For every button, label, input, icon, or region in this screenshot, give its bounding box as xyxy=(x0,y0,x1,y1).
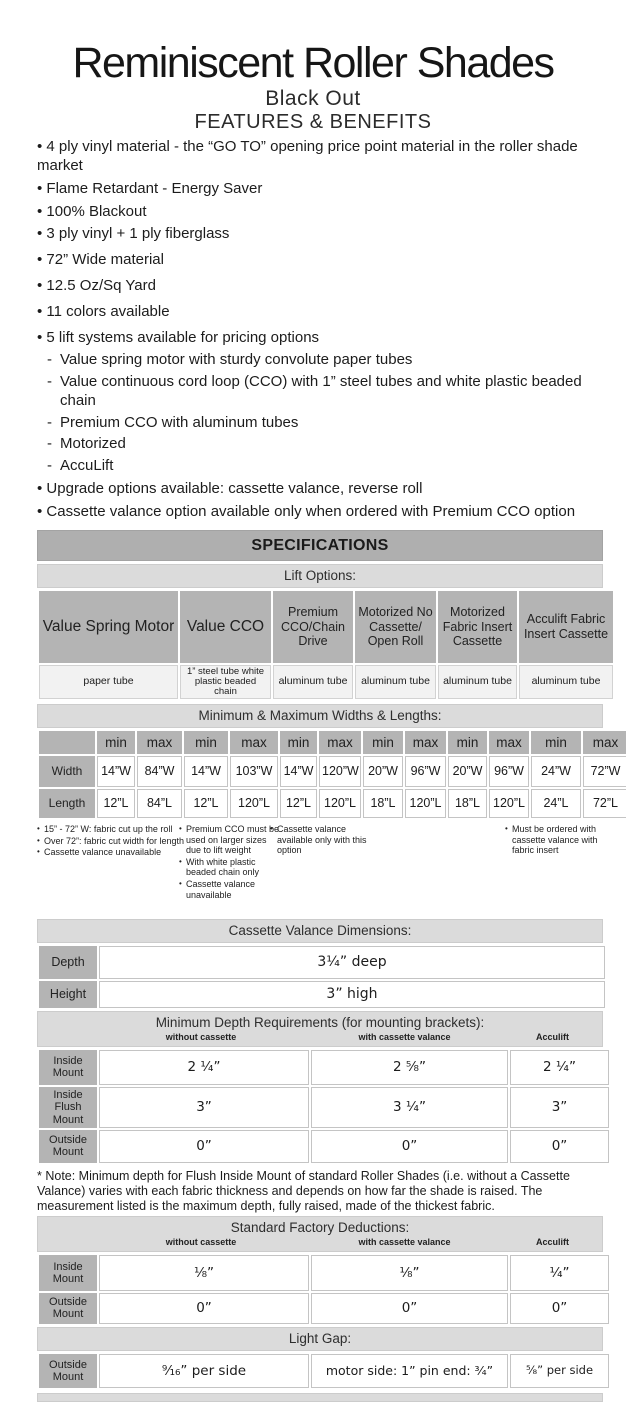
minmax-cell: 96”W xyxy=(489,756,529,787)
min-depth-title: Minimum Depth Requirements (for mounting brackets): xyxy=(155,1014,485,1030)
minmax-cell: 14”W xyxy=(280,756,317,787)
min-depth-table xyxy=(37,1048,611,1165)
dimension-row-label: Depth xyxy=(39,946,97,979)
mount-row-label: Inside Flush Mount xyxy=(39,1087,97,1128)
deduction-value-cell: ¹⁄₄” xyxy=(510,1255,609,1291)
minmax-cell: 24”W xyxy=(531,756,581,787)
footnote-column xyxy=(179,824,282,901)
feature-item: • 3 ply vinyl + 1 ply fiberglass xyxy=(37,225,602,244)
minmax-col-header: max xyxy=(583,731,626,754)
feature-item: • 12.5 Oz/Sq Yard xyxy=(37,277,602,296)
minmax-col-header: min xyxy=(448,731,487,754)
footnote-item: • Cassette valance unavailable xyxy=(37,847,187,858)
doc-title: Reminiscent Roller Shades xyxy=(72,39,554,87)
minmax-col-header: max xyxy=(137,731,182,754)
specifications-header: SPECIFICATIONS xyxy=(37,530,603,561)
minmax-cell: 84”L xyxy=(137,789,182,818)
minmax-col-header: max xyxy=(230,731,278,754)
footnote-column xyxy=(37,824,187,859)
footnote-column xyxy=(505,824,599,857)
minmax-cell: 120”W xyxy=(319,756,361,787)
feature-item: • Flame Retardant - Energy Saver xyxy=(37,180,602,199)
depth-value-cell: 3 ¹⁄₄” xyxy=(311,1087,508,1128)
feature-sub-item: - Value spring motor with sturdy convolute paper tubes xyxy=(46,351,602,370)
feature-item xyxy=(37,329,602,476)
minmax-header: Minimum & Maximum Widths & Lengths: xyxy=(37,704,603,728)
minmax-cell: 72”L xyxy=(583,789,626,818)
minmax-cell: 72”W xyxy=(583,756,626,787)
minmax-cell: 18”L xyxy=(448,789,487,818)
footnote-item: • Premium CCO must be used on larger sizes due to lift weight xyxy=(179,824,282,856)
minmax-col-header: min xyxy=(184,731,228,754)
deduction-col-header: with cassette valance xyxy=(358,1236,451,1247)
minmax-cell: 120”L xyxy=(319,789,361,818)
lift-column-header: Motorized Fabric Insert Cassette xyxy=(438,591,517,663)
minmax-col-header: min xyxy=(280,731,317,754)
depth-col-header: without cassette xyxy=(165,1031,237,1042)
depth-col-header: with cassette valance xyxy=(358,1031,451,1042)
footnote-item: • Cassette valance unavailable xyxy=(179,879,282,900)
deductions-subheaders xyxy=(38,1237,602,1247)
subheader-spacer xyxy=(38,1237,96,1247)
minmax-cell: 20”W xyxy=(363,756,403,787)
deductions-title: Standard Factory Deductions: xyxy=(230,1219,410,1235)
deduction-col-header: without cassette xyxy=(165,1236,237,1247)
light-gap-cell: ⁵⁄₈” per side xyxy=(510,1354,609,1388)
deduction-value-cell: 0” xyxy=(510,1293,609,1324)
features-benefits-heading: FEATURES & BENEFITS xyxy=(194,110,432,133)
dimension-value: 3” high xyxy=(99,981,605,1008)
deductions-table xyxy=(37,1253,611,1326)
footnote-item: • 15” - 72” W: fabric cut up the roll xyxy=(37,824,187,835)
deduction-value-cell: ¹⁄₈” xyxy=(99,1255,309,1291)
min-depth-header xyxy=(37,1011,603,1047)
minmax-corner-cell xyxy=(39,731,95,754)
cassette-dimensions-header: Cassette Valance Dimensions: xyxy=(37,919,603,943)
minmax-cell: 12”L xyxy=(184,789,228,818)
document-header xyxy=(0,0,626,134)
minmax-cell: 120”L xyxy=(405,789,446,818)
feature-item: • 100% Blackout xyxy=(37,203,602,222)
lift-options-table xyxy=(37,589,615,701)
doc-subtitle: Black Out xyxy=(265,86,361,110)
feature-item: • 4 ply vinyl material - the “GO TO” opening price point material in the roller shade market xyxy=(37,138,602,176)
deduction-col-header: Acculift xyxy=(535,1236,569,1247)
depth-value-cell: 3” xyxy=(99,1087,309,1128)
footnote-column xyxy=(270,824,382,857)
feature-item-label: 5 lift systems available for pricing options xyxy=(46,328,320,346)
light-gap-header: Light Gap: xyxy=(37,1327,603,1351)
minmax-col-header: max xyxy=(489,731,529,754)
minmax-table xyxy=(37,729,626,820)
depth-value-cell: 3” xyxy=(510,1087,609,1128)
feature-item: • 11 colors available xyxy=(37,303,602,322)
depth-value-cell: 2 ¹⁄₄” xyxy=(99,1050,309,1085)
feature-sub-item: - Motorized xyxy=(46,435,602,454)
lift-tube-cell: aluminum tube xyxy=(438,665,517,699)
minmax-cell: 14”W xyxy=(184,756,228,787)
lift-column-header: Value Spring Motor xyxy=(39,591,178,663)
note-text: * Note: Minimum depth for Flush Inside Mount of standard Roller Shades (i.e. without a Cassette Valance) varies with each fabric thickness and depends on how far the shade is raised. The measurement listed is the maximum depth, fully raised, made of the thickest fabric. xyxy=(37,1168,570,1213)
cassette-dimensions-table xyxy=(37,944,607,1010)
minmax-cell: 12”L xyxy=(97,789,135,818)
minmax-cell: 103”W xyxy=(230,756,278,787)
minmax-col-header: min xyxy=(531,731,581,754)
deduction-value-cell: 0” xyxy=(99,1293,309,1324)
light-gap-cell: motor side: 1” pin end: ³⁄₄” xyxy=(311,1354,508,1388)
depth-value-cell: 0” xyxy=(99,1130,309,1163)
feature-sub-item: - AccuLift xyxy=(46,457,602,476)
lift-tube-cell: aluminum tube xyxy=(355,665,436,699)
feature-item: • Cassette valance option available only when ordered with Premium CCO option xyxy=(37,503,602,522)
feature-item: • 72” Wide material xyxy=(37,251,602,270)
minmax-col-header: min xyxy=(97,731,135,754)
depth-col-header: Acculift xyxy=(535,1031,569,1042)
minmax-row-label: Length xyxy=(39,789,95,818)
feature-sub-item: - Premium CCO with aluminum tubes xyxy=(46,414,602,433)
minmax-cell: 12”L xyxy=(280,789,317,818)
lift-footnotes xyxy=(37,820,603,919)
light-gap-cell: ⁹⁄₁₆” per side xyxy=(99,1354,309,1388)
deduction-value-cell: 0” xyxy=(311,1293,508,1324)
minmax-col-header: max xyxy=(405,731,446,754)
lift-tube-cell: aluminum tube xyxy=(519,665,613,699)
minmax-cell: 18”L xyxy=(363,789,403,818)
deduction-value-cell: ¹⁄₈” xyxy=(311,1255,508,1291)
lift-options-header: Lift Options: xyxy=(37,564,603,588)
mount-row-label: Inside Mount xyxy=(39,1050,97,1085)
minmax-row-label: Width xyxy=(39,756,95,787)
lift-column-header: Motorized No Cassette/ Open Roll xyxy=(355,591,436,663)
deductions-header xyxy=(37,1216,603,1252)
features-list xyxy=(37,138,602,522)
feature-sub-item: - Value continuous cord loop (CCO) with 1” steel tubes and white plastic beaded chain xyxy=(46,373,602,411)
minmax-col-header: min xyxy=(363,731,403,754)
minmax-col-header: max xyxy=(319,731,361,754)
footnote-item: • Cassette valance available only with this option xyxy=(270,824,382,856)
minmax-cell: 20”W xyxy=(448,756,487,787)
mount-row-label: Outside Mount xyxy=(39,1293,97,1324)
footnote-item: • With white plastic beaded chain only xyxy=(179,857,282,878)
footnote-item: • Over 72”: fabric cut width for length xyxy=(37,836,187,847)
lift-systems-sublist xyxy=(37,351,602,476)
light-gap-table xyxy=(37,1352,611,1390)
footnote-item: • Must be ordered with cassette valance with fabric insert xyxy=(505,824,599,856)
lift-tube-cell: paper tube xyxy=(39,665,178,699)
lift-column-header: Acculift Fabric Insert Cassette xyxy=(519,591,613,663)
depth-value-cell: 2 ¹⁄₄” xyxy=(510,1050,609,1085)
lift-column-header: Premium CCO/Chain Drive xyxy=(273,591,353,663)
minmax-cell: 24”L xyxy=(531,789,581,818)
depth-value-cell: 0” xyxy=(311,1130,508,1163)
feature-item: • Upgrade options available: cassette valance, reverse roll xyxy=(37,480,602,499)
dimension-value: 3¹⁄₄” deep xyxy=(99,946,605,979)
lift-tube-cell: 1” steel tube white plastic beaded chain xyxy=(180,665,271,699)
mount-row-label: Outside Mount xyxy=(39,1354,97,1388)
specifications-section xyxy=(37,530,621,1402)
minmax-cell: 120”L xyxy=(489,789,529,818)
lift-column-header: Value CCO xyxy=(180,591,271,663)
mount-row-label: Inside Mount xyxy=(39,1255,97,1291)
depth-value-cell: 2 ⁵⁄₈” xyxy=(311,1050,508,1085)
minmax-cell: 96”W xyxy=(405,756,446,787)
truncated-section-bar xyxy=(37,1393,603,1402)
subheader-spacer xyxy=(38,1032,96,1042)
depth-value-cell: 0” xyxy=(510,1130,609,1163)
mount-row-label: Outside Mount xyxy=(39,1130,97,1163)
minmax-cell: 120”L xyxy=(230,789,278,818)
dimension-row-label: Height xyxy=(39,981,97,1008)
minmax-cell: 14”W xyxy=(97,756,135,787)
lift-tube-cell: aluminum tube xyxy=(273,665,353,699)
min-depth-subheaders xyxy=(38,1032,602,1042)
minmax-cell: 84”W xyxy=(137,756,182,787)
